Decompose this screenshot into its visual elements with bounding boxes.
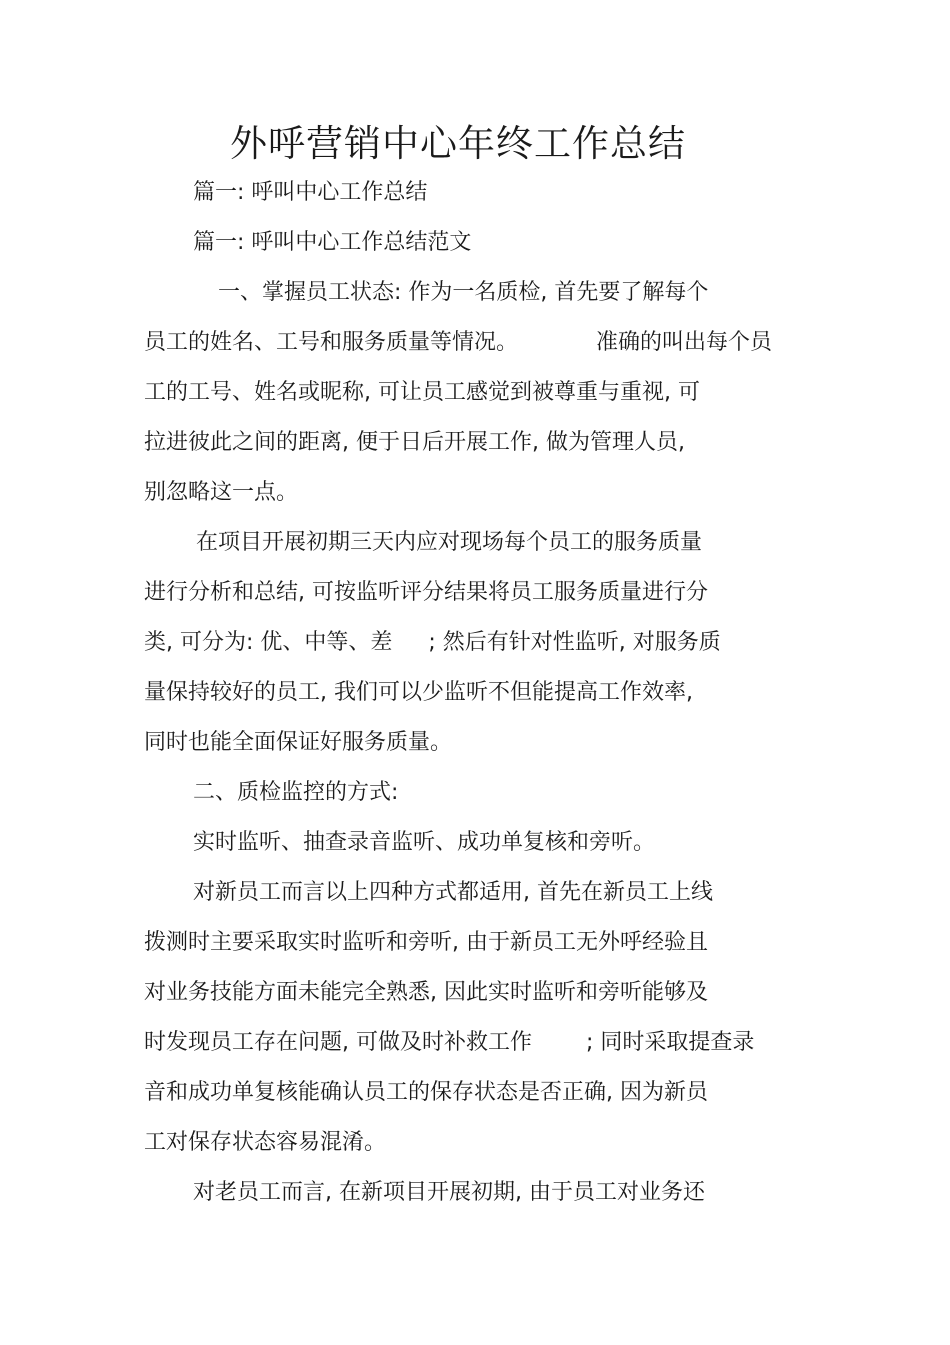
paragraph-line: 对老员工而言, 在新项目开展初期, 由于员工对业务还 bbox=[193, 1180, 705, 1205]
line-segment: ; 同时采取提查录 bbox=[586, 1030, 755, 1055]
paragraph-line: 别忽略这一点。 bbox=[144, 480, 299, 505]
section-heading-1: 篇一: 呼叫中心工作总结 bbox=[193, 180, 428, 205]
document-title: 外呼营销中心年终工作总结 bbox=[230, 122, 686, 165]
paragraph-line: 进行分析和总结, 可按监听评分结果将员工服务质量进行分 bbox=[144, 580, 708, 605]
paragraph-line: 同时也能全面保证好服务质量。 bbox=[144, 730, 453, 755]
line-segment: 时发现员工存在问题, 可做及时补救工作 bbox=[144, 1030, 532, 1055]
paragraph-line: 对新员工而言以上四种方式都适用, 首先在新员工上线 bbox=[193, 880, 713, 905]
paragraph-line: 工对保存状态容易混淆。 bbox=[144, 1130, 387, 1155]
paragraph-line: 一、掌握员工状态: 作为一名质检, 首先要了解每个 bbox=[218, 280, 709, 305]
line-segment: 准确的叫出每个员 bbox=[596, 330, 773, 355]
paragraph-line bbox=[144, 1028, 754, 1058]
paragraph-line: 拉进彼此之间的距离, 便于日后开展工作, 做为管理人员, bbox=[144, 430, 685, 455]
paragraph-line: 实时监听、抽查录音监听、成功单复核和旁听。 bbox=[193, 830, 656, 855]
paragraph-line: 对业务技能方面未能完全熟悉, 因此实时监听和旁听能够及 bbox=[144, 980, 708, 1005]
section-heading-2: 篇一: 呼叫中心工作总结范文 bbox=[193, 230, 472, 255]
paragraph-line: 在项目开展初期三天内应对现场每个员工的服务质量 bbox=[196, 530, 703, 555]
paragraph-line: 工的工号、姓名或昵称, 可让员工感觉到被尊重与重视, 可 bbox=[144, 380, 700, 405]
section-heading-3: 二、质检监控的方式: bbox=[193, 780, 399, 805]
line-segment: 类, 可分为: 优、中等、差 bbox=[144, 630, 393, 655]
paragraph-line bbox=[144, 628, 721, 658]
paragraph-line: 音和成功单复核能确认员工的保存状态是否正确, 因为新员 bbox=[144, 1080, 708, 1105]
line-segment: ; 然后有针对性监听, 对服务质 bbox=[428, 630, 721, 655]
paragraph-line: 量保持较好的员工, 我们可以少监听不但能提高工作效率, bbox=[144, 680, 693, 705]
line-segment: 员工的姓名、工号和服务质量等情况。 bbox=[144, 330, 519, 355]
paragraph-line: 拨测时主要采取实时监听和旁听, 由于新员工无外呼经验且 bbox=[144, 930, 708, 955]
paragraph-line bbox=[144, 328, 772, 358]
